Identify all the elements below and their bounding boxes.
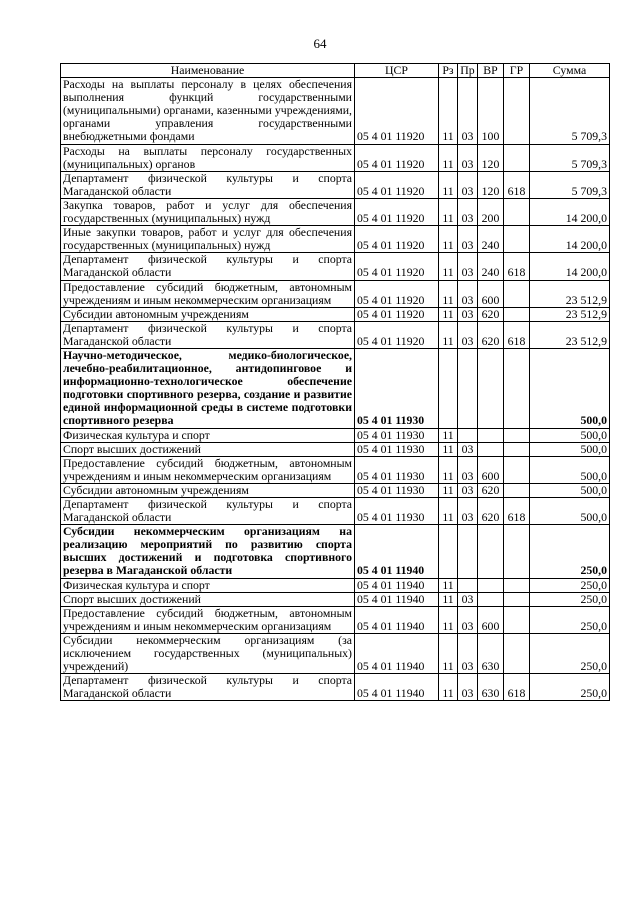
cell-pr: 03 (458, 498, 478, 525)
cell-vr: 100 (478, 78, 504, 144)
cell-sum: 250,0 (530, 606, 610, 633)
cell-sum: 23 512,9 (530, 321, 610, 348)
cell-rz: 11 (439, 606, 458, 633)
cell-gr (504, 78, 530, 144)
cell-vr (478, 428, 504, 442)
cell-gr: 618 (504, 321, 530, 348)
table-row (61, 483, 610, 497)
cell-pr: 03 (458, 321, 478, 348)
cell-vr (478, 578, 504, 592)
table-row (61, 674, 610, 701)
cell-pr: 03 (458, 456, 478, 483)
table-row (61, 578, 610, 592)
cell-pr (458, 525, 478, 578)
cell-rz: 11 (439, 428, 458, 442)
cell-vr: 120 (478, 144, 504, 171)
table-row (61, 321, 610, 348)
cell-vr: 630 (478, 633, 504, 673)
cell-pr: 03 (458, 171, 478, 198)
cell-name: Субсидии некоммерческим организациям на реализацию мероприятий по развитию спорта высших достижений и подготовка спортивного резерва в Магаданской области (61, 525, 355, 578)
cell-pr: 03 (458, 442, 478, 456)
cell-name: Научно-методическое, медико-биологическое, лечебно-реабилитационное, антидопинговое и информационно-технологическое обеспечение подготовки спортивного резерва, создание и развитие единой информационной среды в системе подготовки спортивного резерва (61, 348, 355, 428)
cell-gr (504, 456, 530, 483)
cell-sum: 14 200,0 (530, 253, 610, 280)
cell-pr: 03 (458, 280, 478, 307)
cell-gr (504, 442, 530, 456)
table-row (61, 456, 610, 483)
cell-pr: 03 (458, 226, 478, 253)
cell-rz: 11 (439, 78, 458, 144)
cell-name: Департамент физической культуры и спорта Магаданской области (61, 498, 355, 525)
cell-name: Закупка товаров, работ и услуг для обеспечения государственных (муниципальных) нужд (61, 198, 355, 225)
cell-name: Предоставление субсидий бюджетным, автономным учреждениям и иным некоммерческим организациям (61, 280, 355, 307)
table-row (61, 198, 610, 225)
cell-sum: 23 512,9 (530, 307, 610, 321)
cell-name: Спорт высших достижений (61, 592, 355, 606)
header-csr: ЦСР (355, 64, 439, 78)
cell-csr: 05 4 01 11940 (355, 606, 439, 633)
cell-vr (478, 525, 504, 578)
cell-name: Спорт высших достижений (61, 442, 355, 456)
cell-gr (504, 198, 530, 225)
table-body (61, 78, 610, 701)
cell-gr: 618 (504, 253, 530, 280)
cell-csr: 05 4 01 11930 (355, 483, 439, 497)
cell-pr: 03 (458, 633, 478, 673)
cell-pr: 03 (458, 144, 478, 171)
cell-sum: 250,0 (530, 592, 610, 606)
cell-vr: 200 (478, 198, 504, 225)
cell-name: Предоставление субсидий бюджетным, автономным учреждениям и иным некоммерческим организациям (61, 606, 355, 633)
cell-csr: 05 4 01 11930 (355, 498, 439, 525)
header-name: Наименование (61, 64, 355, 78)
cell-csr: 05 4 01 11920 (355, 78, 439, 144)
cell-sum: 500,0 (530, 456, 610, 483)
cell-rz: 11 (439, 578, 458, 592)
table-row (61, 428, 610, 442)
cell-name: Субсидии автономным учреждениям (61, 307, 355, 321)
cell-pr (458, 578, 478, 592)
cell-pr: 03 (458, 592, 478, 606)
cell-csr: 05 4 01 11920 (355, 280, 439, 307)
cell-sum: 250,0 (530, 674, 610, 701)
table-row (61, 525, 610, 578)
cell-sum: 500,0 (530, 498, 610, 525)
table-row (61, 307, 610, 321)
cell-rz: 11 (439, 442, 458, 456)
cell-rz (439, 525, 458, 578)
cell-sum: 250,0 (530, 578, 610, 592)
table-row (61, 171, 610, 198)
cell-sum: 5 709,3 (530, 171, 610, 198)
cell-csr: 05 4 01 11940 (355, 633, 439, 673)
cell-sum: 500,0 (530, 442, 610, 456)
cell-rz: 11 (439, 171, 458, 198)
cell-name: Департамент физической культуры и спорта Магаданской области (61, 253, 355, 280)
cell-pr: 03 (458, 78, 478, 144)
cell-vr: 600 (478, 280, 504, 307)
cell-sum: 5 709,3 (530, 78, 610, 144)
budget-table (60, 63, 610, 701)
cell-name: Предоставление субсидий бюджетным, автономным учреждениям и иным некоммерческим организациям (61, 456, 355, 483)
table-row (61, 442, 610, 456)
cell-gr (504, 428, 530, 442)
cell-gr (504, 592, 530, 606)
cell-rz: 11 (439, 483, 458, 497)
header-pr: Пр (458, 64, 478, 78)
header-vr: ВР (478, 64, 504, 78)
cell-name: Департамент физической культуры и спорта Магаданской области (61, 674, 355, 701)
cell-name: Расходы на выплаты персоналу государственных (муниципальных) органов (61, 144, 355, 171)
cell-csr: 05 4 01 11920 (355, 307, 439, 321)
header-row (61, 64, 610, 78)
cell-pr: 03 (458, 198, 478, 225)
cell-pr: 03 (458, 483, 478, 497)
table-row (61, 348, 610, 428)
cell-pr (458, 348, 478, 428)
cell-sum: 14 200,0 (530, 226, 610, 253)
cell-pr: 03 (458, 606, 478, 633)
cell-gr (504, 226, 530, 253)
cell-gr (504, 280, 530, 307)
cell-gr: 618 (504, 674, 530, 701)
cell-gr (504, 606, 530, 633)
cell-name: Расходы на выплаты персоналу в целях обеспечения выполнения функций государственными (муниципальными) органами, казенными учреждениями, органами управления государственными внебюджетными фондами (61, 78, 355, 144)
cell-pr (458, 428, 478, 442)
cell-gr (504, 525, 530, 578)
cell-csr: 05 4 01 11920 (355, 226, 439, 253)
cell-vr: 620 (478, 321, 504, 348)
cell-vr (478, 442, 504, 456)
cell-name: Субсидии автономным учреждениям (61, 483, 355, 497)
table-row (61, 592, 610, 606)
cell-rz: 11 (439, 307, 458, 321)
cell-vr: 600 (478, 456, 504, 483)
cell-pr: 03 (458, 253, 478, 280)
cell-rz: 11 (439, 280, 458, 307)
header-sum: Сумма (530, 64, 610, 78)
cell-rz: 11 (439, 144, 458, 171)
cell-gr: 618 (504, 171, 530, 198)
cell-csr: 05 4 01 11920 (355, 171, 439, 198)
cell-sum: 500,0 (530, 428, 610, 442)
table-row (61, 280, 610, 307)
table-row (61, 606, 610, 633)
cell-sum: 250,0 (530, 525, 610, 578)
cell-name: Физическая культура и спорт (61, 578, 355, 592)
cell-sum: 250,0 (530, 633, 610, 673)
cell-name: Субсидии некоммерческим организациям (за исключением государственных (муниципальных) учреждений) (61, 633, 355, 673)
cell-vr (478, 348, 504, 428)
cell-sum: 14 200,0 (530, 198, 610, 225)
cell-rz: 11 (439, 592, 458, 606)
cell-csr: 05 4 01 11940 (355, 525, 439, 578)
cell-pr: 03 (458, 674, 478, 701)
table-row (61, 253, 610, 280)
cell-gr (504, 307, 530, 321)
cell-sum: 23 512,9 (530, 280, 610, 307)
cell-csr: 05 4 01 11930 (355, 456, 439, 483)
cell-rz: 11 (439, 321, 458, 348)
cell-rz (439, 348, 458, 428)
cell-rz: 11 (439, 674, 458, 701)
cell-name: Иные закупки товаров, работ и услуг для обеспечения государственных (муниципальных) нужд (61, 226, 355, 253)
cell-rz: 11 (439, 198, 458, 225)
cell-csr: 05 4 01 11920 (355, 144, 439, 171)
cell-name: Физическая культура и спорт (61, 428, 355, 442)
cell-csr: 05 4 01 11930 (355, 348, 439, 428)
cell-vr: 630 (478, 674, 504, 701)
cell-csr: 05 4 01 11920 (355, 253, 439, 280)
cell-csr: 05 4 01 11930 (355, 442, 439, 456)
cell-csr: 05 4 01 11930 (355, 428, 439, 442)
cell-gr: 618 (504, 498, 530, 525)
page-number: 64 (313, 36, 327, 51)
cell-vr (478, 592, 504, 606)
cell-pr: 03 (458, 307, 478, 321)
cell-csr: 05 4 01 11920 (355, 321, 439, 348)
cell-rz: 11 (439, 633, 458, 673)
cell-name: Департамент физической культуры и спорта Магаданской области (61, 171, 355, 198)
cell-csr: 05 4 01 11940 (355, 592, 439, 606)
cell-vr: 620 (478, 498, 504, 525)
cell-sum: 500,0 (530, 483, 610, 497)
cell-vr: 620 (478, 307, 504, 321)
cell-sum: 500,0 (530, 348, 610, 428)
cell-gr (504, 578, 530, 592)
cell-vr: 620 (478, 483, 504, 497)
cell-sum: 5 709,3 (530, 144, 610, 171)
cell-rz: 11 (439, 253, 458, 280)
cell-rz: 11 (439, 226, 458, 253)
table-row (61, 633, 610, 673)
cell-rz: 11 (439, 456, 458, 483)
cell-gr (504, 348, 530, 428)
table-row (61, 78, 610, 144)
cell-gr (504, 483, 530, 497)
table-row (61, 144, 610, 171)
cell-gr (504, 633, 530, 673)
cell-vr: 240 (478, 226, 504, 253)
cell-vr: 240 (478, 253, 504, 280)
cell-csr: 05 4 01 11920 (355, 198, 439, 225)
cell-rz: 11 (439, 498, 458, 525)
cell-vr: 600 (478, 606, 504, 633)
cell-csr: 05 4 01 11940 (355, 578, 439, 592)
cell-gr (504, 144, 530, 171)
header-gr: ГР (504, 64, 530, 78)
cell-name: Департамент физической культуры и спорта Магаданской области (61, 321, 355, 348)
cell-vr: 120 (478, 171, 504, 198)
header-rz: Рз (439, 64, 458, 78)
cell-csr: 05 4 01 11940 (355, 674, 439, 701)
table-row (61, 498, 610, 525)
table-row (61, 226, 610, 253)
